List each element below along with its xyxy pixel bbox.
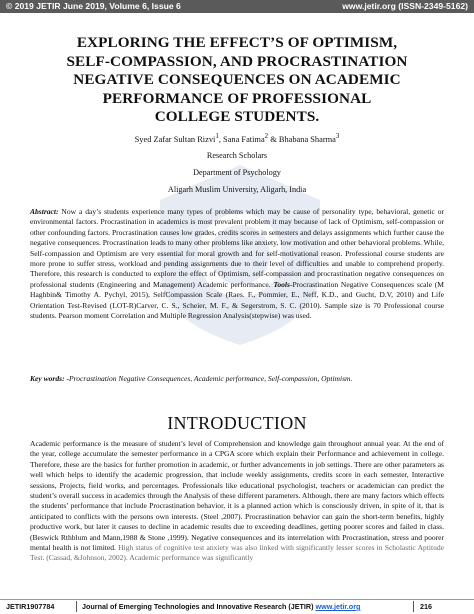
introduction-text: Academic performance is the measure of student’s level of Comprehension and knowledge gain throughout annual year. At the end of the year, college accumulate the semester performance in a CPGA score which explain their Performance and achievement in college. Therefore, these are the basics for further promotion in academic, or further advancements in job settings. There are other parameters as well which helps to identify the academic progression, that include weekly assignments, credits score in each semester, Interactive sessions, Projects, field works, and percentages. Professionals like educational psychologist, teachers or academician can predict the student’s overall success in academics through the Analysis of these different parameters. Although, there are many factors which effects the students’ performance that include Procrastination behavior, it is a planned action which is consciously driven, in spite of it, that is anticipated to conflicts with the persons own interests. (Steel ,2007). Procrastination behavior can gain the short-term benefits, highly productive work, but later it causes to decline in academic results due to exceeding deadlines, getting poorer scores and failed in class. (Beswick Rthblum and Mann,1988 & Stone ,1999). Negative consequences and its interrelation with Procrastination, stress and poorer mental health is not limited. (30, 439, 444, 553)
affiliation-role: Research Scholars (206, 151, 268, 160)
footer-journal-link[interactable]: www.jetir.org (315, 602, 361, 611)
introduction-paragraph (30, 439, 444, 564)
keywords-line (30, 374, 444, 384)
author-name: Syed Zafar Sultan Rizvi (134, 134, 216, 144)
journal-footer (0, 599, 474, 614)
author-list (0, 132, 474, 144)
introduction-text-faded: High status of cognitive test anxiety was also linked with significantly lesser scores in Scholastic Aptitude Test. (Cassad, &Johnson, 2002). Academic performance was significantly (30, 543, 445, 563)
author-sup: 3 (335, 132, 340, 140)
journal-header-bar (0, 0, 474, 13)
keywords-label: Key words: - (30, 374, 69, 383)
title-line: COLLEGE STUDENTS. (154, 108, 320, 125)
title-line: EXPLORING THE EFFECT’S OF OPTIMISM, (76, 34, 398, 51)
abstract-tools-text: -Procrastination Negative Consequences scale (M Haghbin& Timothy A. Pychyl, 2015), SelfCompassion Scale (Raes. F., Pommier, E., Neff, K.D., and Gucht, D.V, 2010) and Life Orientation Test-Revised (LOT-R)Carver, C. S., Scheier, M. F., & Segerstrom, S. C. (2010). Sample size is 70 Professional course students. Pearson moment Correlation and Multiple Regression Analysis(stepwise) was used. (30, 279, 444, 321)
footer-divider (413, 601, 414, 612)
title-line: SELF-COMPASSION, AND PROCRASTINATION (66, 52, 408, 70)
footer-journal (82, 600, 360, 613)
footer-article-id: JETIR1907784 (6, 602, 55, 611)
header-issn: www.jetir.org (ISSN-2349-5162) (342, 1, 468, 11)
affiliation-university: Aligarh Muslim University, Aligarh, India (167, 185, 307, 194)
author-name: & Bhabana Sharma (268, 134, 336, 144)
affiliation-department: Department of Psychology (193, 168, 281, 177)
author-sup: 2 (264, 132, 269, 140)
abstract-text: Now a day’s students experience many types of problems which may be cause of personality type, behavioral, genetic or environmental factors. Procrastination in academics is most prevalent problem it may because of lack of Optimism, self-compassion or other confounding factors. Procrastination causes low grades, credits scores in semesters and delays assignments which further cause the negative consequences. Procrastination leads to many other problems like anxiety, low motivation and other behavioral problems. While, Self-compassion and Optimism are very essential for moral growth and for self-motivational reason. Professional course students are more prone to suffer stress, workload and pending assignments due to their level of difficulties and unable to comprehend properly. Therefore, this research is conducted to explore the effect of Optimism, self-compassion and procrastination negative consequences on professional students (Engineering and Management) Academic performance. (30, 207, 444, 289)
footer-page-number: 216 (420, 602, 432, 611)
title-line: PERFORMANCE OF PROFESSIONAL (102, 89, 372, 107)
footer-divider (76, 601, 77, 612)
paper-title (20, 34, 454, 127)
tools-label: Tools (273, 279, 290, 289)
footer-journal-name: Journal of Emerging Technologies and Innovative Research (JETIR) (82, 602, 316, 611)
abstract-label: Abstract: (30, 207, 59, 216)
header-issue-info: © 2019 JETIR June 2019, Volume 6, Issue 6 (6, 1, 181, 11)
title-line: NEGATIVE CONSEQUENCES ON ACADEMIC (73, 71, 401, 88)
author-name: , Sana Fatima (218, 134, 265, 144)
author-sup: 1 (215, 132, 219, 140)
section-heading-introduction: INTRODUCTION (167, 413, 307, 433)
abstract-paragraph (30, 207, 444, 321)
keywords-text: Procrastination Negative Consequences, Academic performance, Self-compassion, Optimism. (69, 374, 353, 383)
